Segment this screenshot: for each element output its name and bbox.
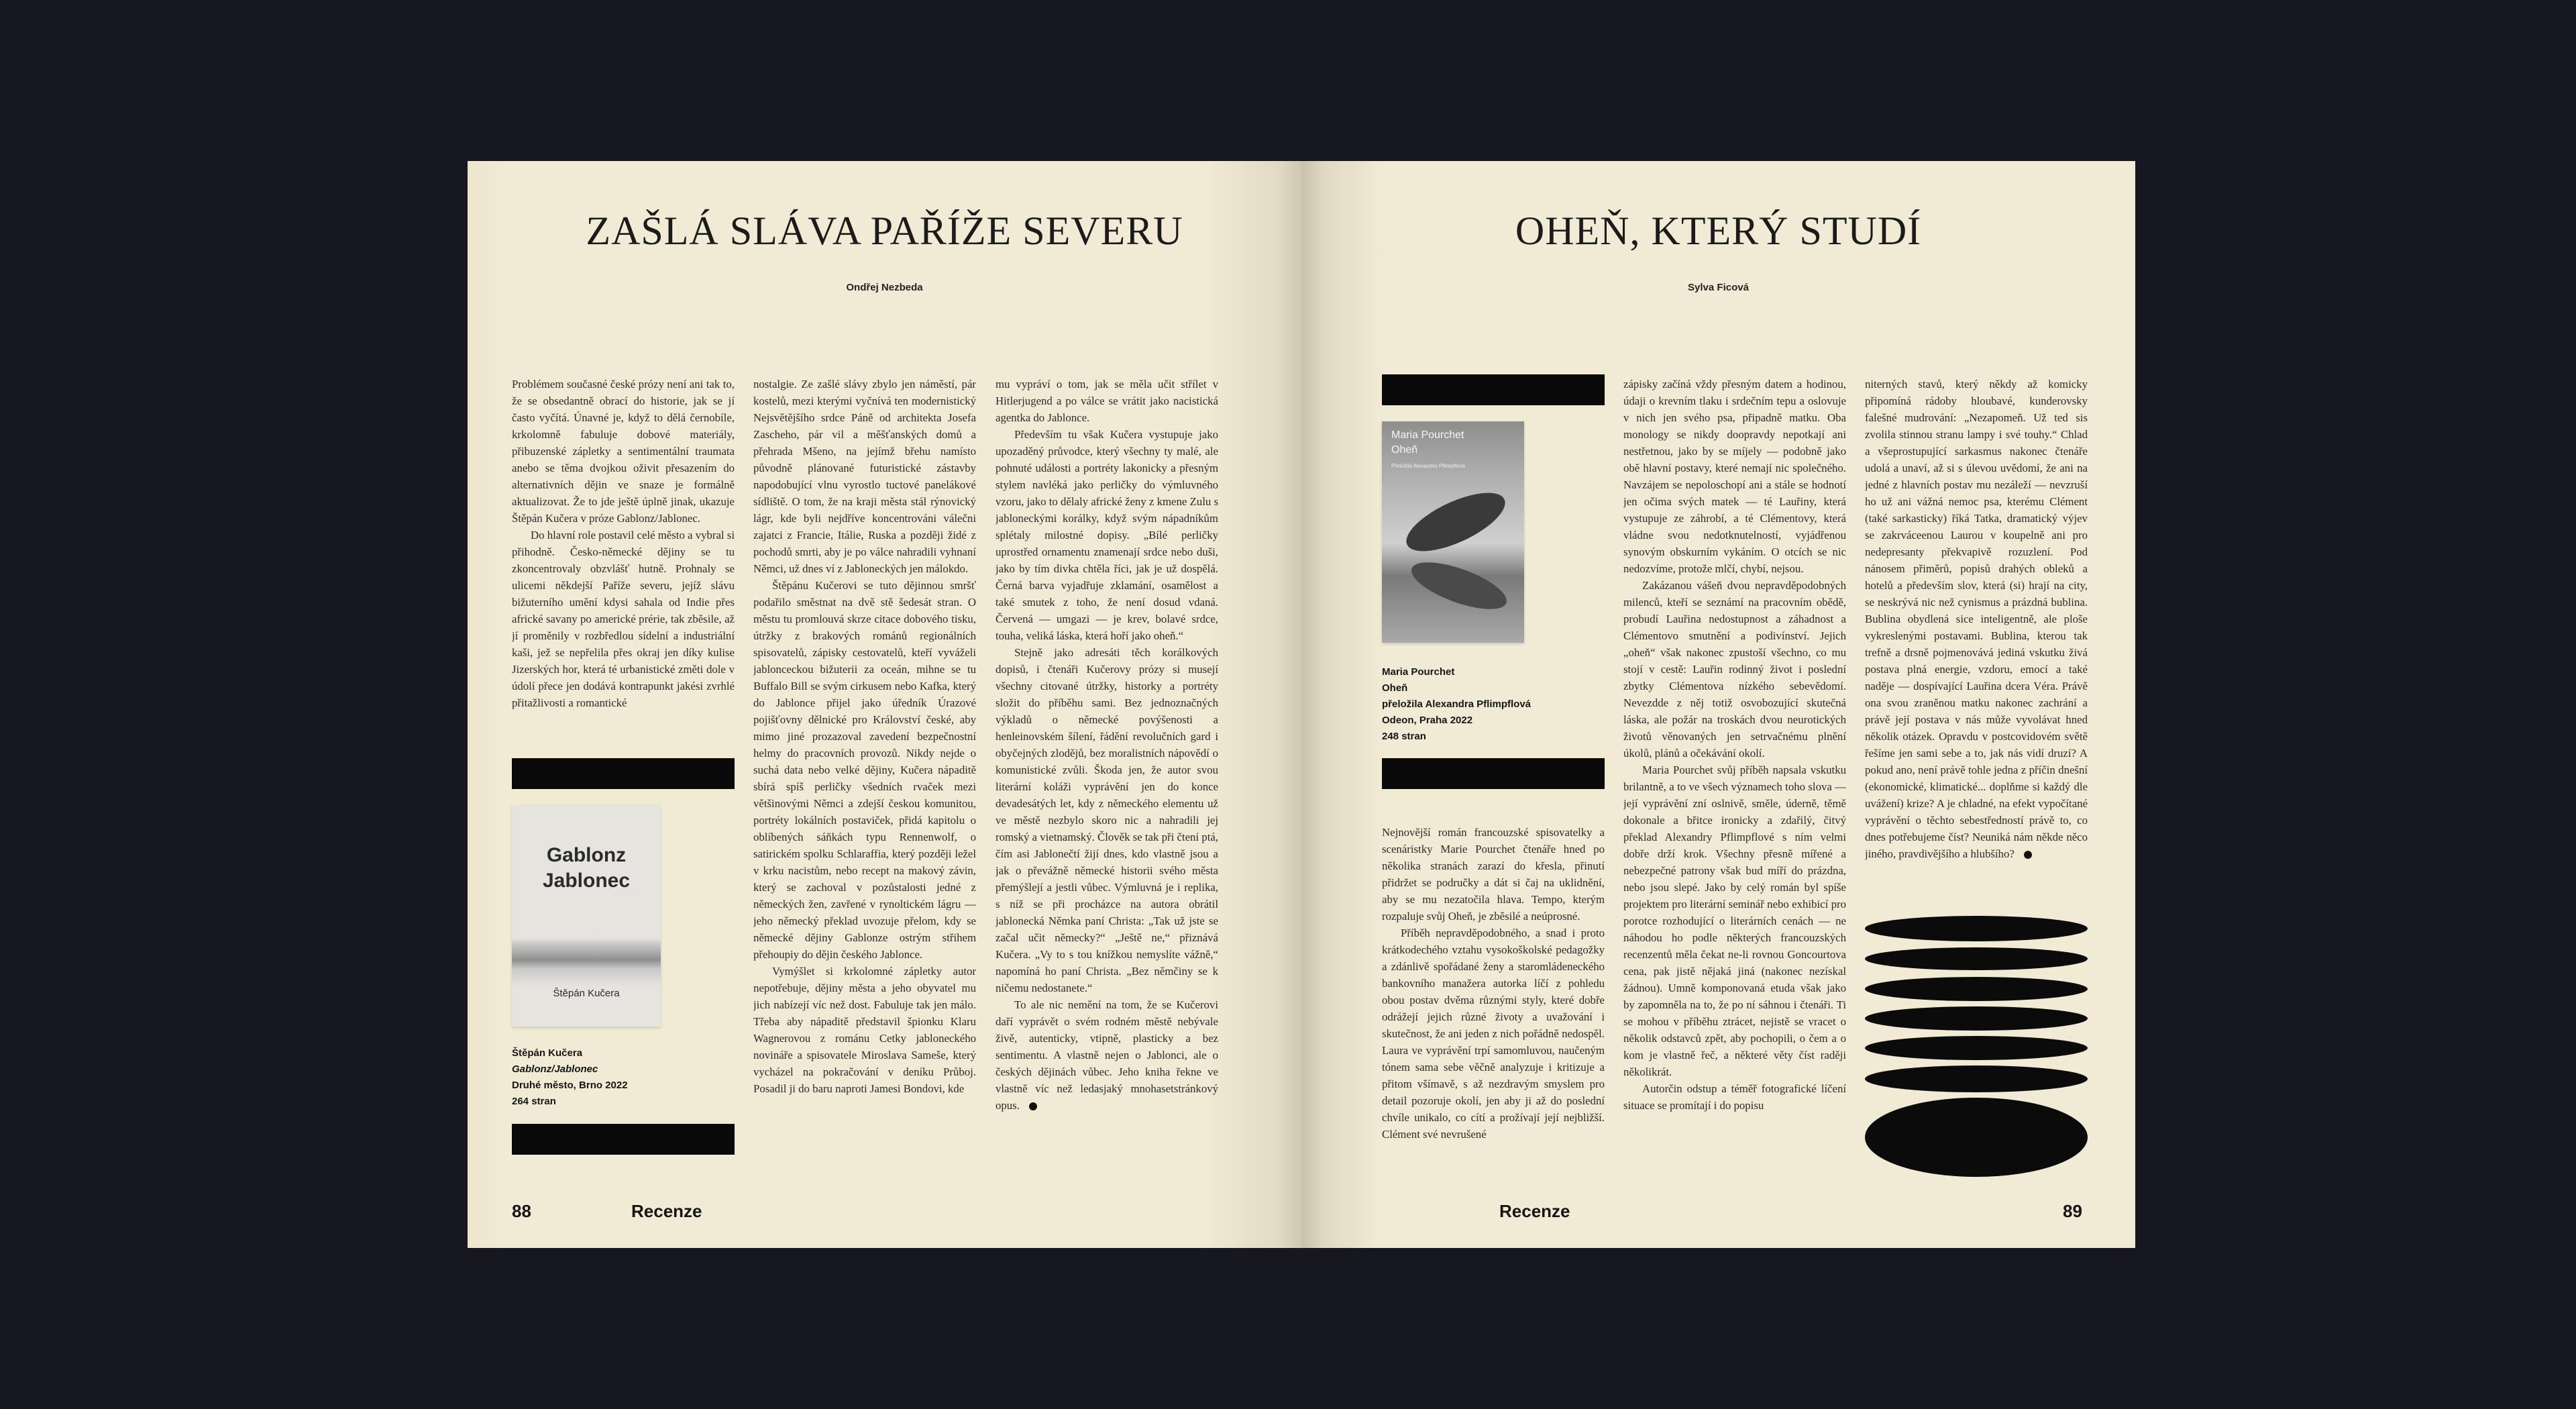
page-number-left: 88 bbox=[512, 1201, 531, 1221]
article-title-right: OHEŇ, KTERÝ STUDÍ bbox=[1515, 209, 1922, 253]
paragraph: Maria Pourchet svůj příběh napsala vskutku brilantně, a to ve všech významech toho slova — její vyprávění zní oslnivě, směle, úderně, těmě dokonale a břitce ironicky a zdařilý, čitvý překlad Alexandry Pflimpflové s ním velmi dobře drží krok. Všechny přesně mířené a nebezpečné patrony však bud míří do prázdna, nebo jsou slepé. Jako by celý román byl spíše projektem pro literární seminář nebo exhibicí pro porotce rozhodující o literárních cenách — ne náhodou ho podle některých francouzských recenzentů měla čekat ne-li rovnou Goncourtova cena, pak jistě nějaká jiná (nakonec nezískal žádnou). Umně komponovaná etuda však jako by zapomněla na to, že po ní sáhnou i čtenáři. Ti se mohou v příběhu ztrácet, nejistě se vracet o několik odstavců zpět, aby pochopili, o čem a o kom je vlastně řeč, a některé věty číst raději několikrát. bbox=[1623, 764, 1846, 1078]
caption-line: Gablonz/Jablonec bbox=[512, 1063, 598, 1075]
caption-line: 248 stran bbox=[1382, 731, 1426, 742]
paragraph bbox=[996, 996, 1218, 1114]
section-label-left: Recenze bbox=[631, 1201, 702, 1221]
paragraph bbox=[1865, 376, 2088, 862]
paragraph-text: niterných stavů, který někdy až komicky připomíná rádoby hloubavé, kunderovsky falešné mudrování: „Nezapomeň. Už ted sis zvolila stinnou stranu lampy i své touhy.“ Chlad a všeprostupující sarkasmus nakonec čtenáře udolá a unaví, až si s úlevou uvědomí, že ani na jedné z hlavních postav mu nezáleží — nevzruší ho už ani vážná nemoc psa, kterému Clément (také sarkasticky) říká Tatka, dramatický výjev se zakrváceenou Laurou v koupelně ani pro nedepresanty překvapivě rozuzlení. Pod nánosem přiměrů, popisů drahých obleků a hotelů a především slov, která (si) hrají na city, se neskrývá nic než cynismus a prázdná bublina. Bublina obydlená sice inteligentně, ale ploše vykreslenými postavami. Bublina, kterou tak trefně a drsně pojmenovává jediná vskutku živá postava plná energie, vzdoru, emocí a také naděje — dospívající Lauřina dcera Véra. Právě ona svou zraněnou matku nakonec zachrání a právě její postava v nás může vyvolávat hned několik otázek. Opravdu v postcovidovém světě řešíme jen sami sebe a to, jak nás vidí druzí? A pokud ano, není právě tohle jedna z příčin dnešní (ekonomické, klimatické... doplňme si každý dle uvážení) krize? A je chladné, na efekt vypočítané vyprávění o těchto sebestředností právě to, co dnes potřebujeme číst? Neuniká nám někde něco jiného, pravdivějšího a hlubšího? bbox=[1865, 378, 2088, 860]
ellipse-shape bbox=[1865, 916, 2088, 941]
right-page bbox=[1301, 161, 2135, 1248]
black-bar bbox=[1382, 374, 1605, 405]
right-column-1 bbox=[1382, 824, 1605, 1153]
paragraph: Stejně jako adresáti těch korálkových dopisů, i čtenáři Kučerovy prózy si musejí všechny citované útržky, historky a portréty složit do příběhu sami. Bez jednoznačných výkladů o německé povýšenosti a henleinovském šílení, řádění revolučních gard i obyčejných zlodějů, bez moralistních nápovědí o komunistické zvůli. Škoda jen, že autor svou literární koláži vyprávění jen do konce devadesátých let, kdy z německého elementu už ve městě nezbylo skoro nic a nahradili jej romský a vietnamský. Člověk se tak při čtení ptá, čím asi Jablonečtí žijí dnes, kdo vlastně jsou a jak o převážně německé historii svého města přemýšlejí a jestli vůbec. Výmluvná je i replika, s níž se při procházce na autora obrátil jablonecká Němka paní Christa: „Tak už jste se začal učit německy?“ „Ještě ne,“ přiznává Kučera. „Vy to s tou knížkou nemyslíte vážně,“ napomíná ho paní Christa. „Bez němčiny se k ničemu nedostanete.“ bbox=[996, 646, 1218, 994]
section-label-right: Recenze bbox=[1499, 1201, 1570, 1221]
paragraph: Vymýšlet si krkolomné zápletky autor nepotřebuje, dějiny města a jeho obyvatel mu jich nabízejí víc než dost. Fabuluje tak jen málo. Třeba aby nápaditě představil špionku Klaru Wagnerovou z románu Cetky jabloneckého novináře a spisovatele Miroslava Sameše, který vycházel na pokračování v deníku Průboj. Posadil ji do baru naproti Jamesi Bondovi, kde bbox=[753, 965, 976, 1095]
cover-image bbox=[1406, 553, 1512, 619]
caption-line: 264 stran bbox=[512, 1096, 556, 1107]
paragraph: Příběh nepravděpodobného, a snad i proto krátkodechého vztahu vysokoškolské pedagožky a zdánlivě spořádané ženy a staromládeneckého bankovního manažera autorka líčí z pohledu obou postav dvěma různými styly, které dobře odrážejí jejich různé životy a uvažování i skutečnost, že ani jeden z nich pořádně nedospěl. Laura ve vyprávění trpí samomluvou, naučeným tónem sama sebe věčně analyzuje i kritizuje a přitom všímavě, s až nezdravým smyslem pro detail pozoruje okolí, jen aby ji až do poslední chvíle unikalo, co cítí a prožívají její nejbližší. Clément své nevrušené bbox=[1382, 927, 1605, 1141]
left-page bbox=[468, 161, 1301, 1248]
cover-title: Oheň bbox=[1391, 444, 1418, 456]
ellipse-shape bbox=[1865, 977, 2088, 1001]
ellipse-shape bbox=[1865, 1036, 2088, 1060]
ellipse-shape bbox=[1865, 1006, 2088, 1031]
author-right: Sylva Ficová bbox=[1688, 282, 1749, 293]
cover-title-2: Jablonec bbox=[542, 870, 631, 892]
paragraph: Autorčin odstup a téměř fotografické líčení situace se promítají i do popisu bbox=[1623, 1082, 1846, 1112]
left-column-3 bbox=[996, 376, 1218, 1154]
cover-image bbox=[1399, 481, 1513, 563]
book-caption-right bbox=[1382, 664, 1603, 745]
ellipse-shape bbox=[1865, 947, 2088, 970]
paragraph: Především tu však Kučera vystupuje jako upozaděný průvodce, který všechny ty malé, ale pohnuté události a portréty lakonicky a přesným stylem navléká jako perličky do výmluvného vzoru, jako to dělaly africké ženy z kmene Zulu s jabloneckými korálky, když svým nápadníkům splétaly milostné dopisy. „Bílé perličky uprostřed ornamentu znamenají srdce nebo duši, jako by tím divka chtěla říci, jak je už dospělá. Černá barva vyjadřuje zklamání, osamělost a také smutek z toho, že není dosud vdaná. Červená — umgazi — je krev, bolavé srdce, touha, veliká láska, která hoří jako oheň.“ bbox=[996, 428, 1218, 642]
caption-line: Oheň bbox=[1382, 682, 1408, 694]
left-column-2 bbox=[753, 376, 976, 1154]
paragraph: Do hlavní role postavil celé město a vybral si přihodně. Česko-německé dějiny se tu zkoncentrovaly obzvlášť hutně. Prohnaly se ulicemi někdejší Paříže severu, jejíž slávu bižuterního umění kdysi sahala od Indie přes africké savany po americké prérie, tak zběsile, až jí proměnily v rozbředlou sídelní a industriální kaši, jež se nepřelila přes okraj jen díky kulise Jizerských hor, která té urbanistické změti dole v údolí přece jen dodává kontrapunkt jakési zvrhlé přitažlivosti a romantické bbox=[512, 529, 735, 709]
black-bar bbox=[512, 758, 735, 789]
ellipse-shape bbox=[1865, 1098, 2088, 1177]
caption-line: Odeon, Praha 2022 bbox=[1382, 715, 1473, 726]
page-number-right: 89 bbox=[2063, 1201, 2082, 1221]
book-caption-left bbox=[512, 1045, 713, 1110]
cover-subtitle: Přeložila Alexandra Pflimpflová bbox=[1391, 463, 1465, 469]
cover-title-1: Gablonz bbox=[546, 844, 627, 866]
magazine-spread bbox=[468, 161, 2135, 1248]
end-mark bbox=[1029, 1102, 1037, 1110]
right-column-2 bbox=[1623, 376, 1846, 1154]
caption-line: Maria Pourchet bbox=[1382, 666, 1455, 678]
cover-author: Maria Pourchet bbox=[1391, 429, 1464, 441]
paragraph: Zakázanou vášeň dvou nepravděpodobných milenců, kteří se seznámí na pracovním obědě, probudí Lauřina nedostupnost a záhadnost a Clémentovo smutnění a podivínství. Jejich „oheň“ však nakonec zpustoší všechno, co mu stojí v cestě: Lauřin rodinný život i poslední zbytky Clémentova nízkého sebevědomí. Nevezdde z něj totiž osvobozující skutečná láska, ale požár na troskách dvou neurotických životů věnovaných jen setrvačnému plnění úkolů, plánů a očekávání okolí. bbox=[1623, 579, 1846, 760]
caption-line: přeložila Alexandra Pflimpflová bbox=[1382, 698, 1532, 710]
cover-author: Štěpán Kučera bbox=[553, 988, 620, 999]
paragraph: Problémem současné české prózy není ani tak to, že se obsedantně obrací do historie, jak se jí často vyčítá. Únavné je, když to dělá černobíle, krkolomně fabuluje dobové materiály, přibuzenské zápletky a sentimentální traumata anebo se těma dvojkou oživit přesazením do alternativních dějin ve snaze je formálně aktualizovat. Že to jde ještě úplně jinak, ukazuje Štěpán Kučera v próze Gablonz/Jablonec. bbox=[512, 378, 735, 525]
article-title-left: ZAŠLÁ SLÁVA PAŘÍŽE SEVERU bbox=[586, 209, 1183, 253]
paragraph: Štěpánu Kučerovi se tuto dějinnou smršť podařilo směstnat na dvě stě šedesát stran. O městu tu promlouvá skrze citace dobového tisku, útržky z brakových románů regionálních spisovatelů, zápisky cestovatelů, kteří vyváželi jablonceckou bižuterii za oceán, mihne se tu Buffalo Bill se svým cirkusem nebo Kafka, který do Jablonce přijel jako úředník Úrazové pojišťovny dělnické pro Království české, aby mimo jiné prozazoval zavedení bezpečnostní helmy do pracovních provozů. Nikdy nejde o suchá data nebo velké dějiny, Kučera nápaditě sbírá spíš perličky všedních rvaček mezi většinovými Němci a zdejší českou komunitou, portréty lokálních postaviček, přidá kapitolu o oblíbených sáňkách typu Rennenwolf, o satirickém spolku Schlaraffia, který později ležel v krku nacistům, nebo recept na makový závin, který se zachoval v pozůstalosti jedné z německých žen, zavřené v rynoltickém lágru — jeho německý překlad uvozuje přelom, kdy se německé dějiny Gablonze ostrým střihem přehoupiy do dějin českého Jablonce. bbox=[753, 579, 976, 961]
paragraph: mu vypráví o tom, jak se měla učit střílet v Hitlerjugend a po válce se vrátit jako nacistická agentka do Jablonce. bbox=[996, 378, 1218, 424]
right-column-3 bbox=[1865, 376, 2088, 1047]
black-bar bbox=[512, 1124, 735, 1155]
end-mark bbox=[2024, 851, 2032, 859]
paragraph-text: To ale nic nemění na tom, že se Kučerovi daří vyprávět o svém rodném městě nebývale živě, autenticky, vtipně, plasticky a bez sentimentu. A vlastně nejen o Jablonci, ale o českých dějinách vůbec. Jeho kniha řekne ve vlastně víc než ledasjaký mnohasetstránkový opus. bbox=[996, 998, 1218, 1112]
left-column-1 bbox=[512, 376, 735, 731]
book-cover-gablonz bbox=[512, 805, 661, 1027]
ellipse-shape bbox=[1865, 1065, 2088, 1092]
black-bar bbox=[1382, 758, 1605, 789]
book-cover-ohen bbox=[1382, 421, 1524, 643]
paragraph: Nejnovější román francouzské spisovatelky a scenáristky Marie Pourchet čtenáře hned po několika stranách zarazí do křesla, přinutí přidržet se područky a dát si čaj na uklidnění, aby se mu nezatočila hlava. Tempo, kterým rozpaluje svůj Oheň, je zběsilé a neúprosné. bbox=[1382, 826, 1605, 923]
author-left: Ondřej Nezbeda bbox=[846, 282, 923, 293]
caption-line: Štěpán Kučera bbox=[512, 1047, 583, 1059]
paragraph: nostalgie. Ze zašlé slávy zbylo jen náměstí, pár kostelů, mezi kterými vyčnívá ten modernistický Nejsvětějšího srdce Páně od architekta Josefa Zascheho, pár vil a měšťanských domů a přehrada Mšeno, na jejímž břehu namísto původně plánované futuristické zástavby napodobující vlnu vyrostlo tuctové panelákové sídliště. O tom, že na kraji města stál rýnovický lágr, kde byli nejdříve koncentrováni válečni zajatci z Francie, Itálie, Ruska a později židé z pochodů smrti, aby je po válce nahradili vyhnaní Němci, už dnes ví z Jabloneckých jen málokdo. bbox=[753, 378, 976, 575]
caption-line: Druhé město, Brno 2022 bbox=[512, 1080, 628, 1091]
paragraph: zápisky začíná vždy přesným datem a hodinou, údaji o krevním tlaku i srdečním tepu a oslovuje v nich jen svého psa, připadně matku. Oba monology se nikdy doopravdy nepotkají ani nestřetnou, jako by se míjely — podobně jako obě hlavní postavy, které nemají nic společného. Navzájem se nepoloschopí ani a stále se hodnotí jen očima svých matek — té Lauřiny, která vystupuje ze záhrobí, a té Clémentovy, která vládne svou nedotknutelností, vyjádřenou synovým obskurním vykáním. O otcích se nic nedozvíme, protože mlčí, chybí, nejsou. bbox=[1623, 378, 1846, 575]
